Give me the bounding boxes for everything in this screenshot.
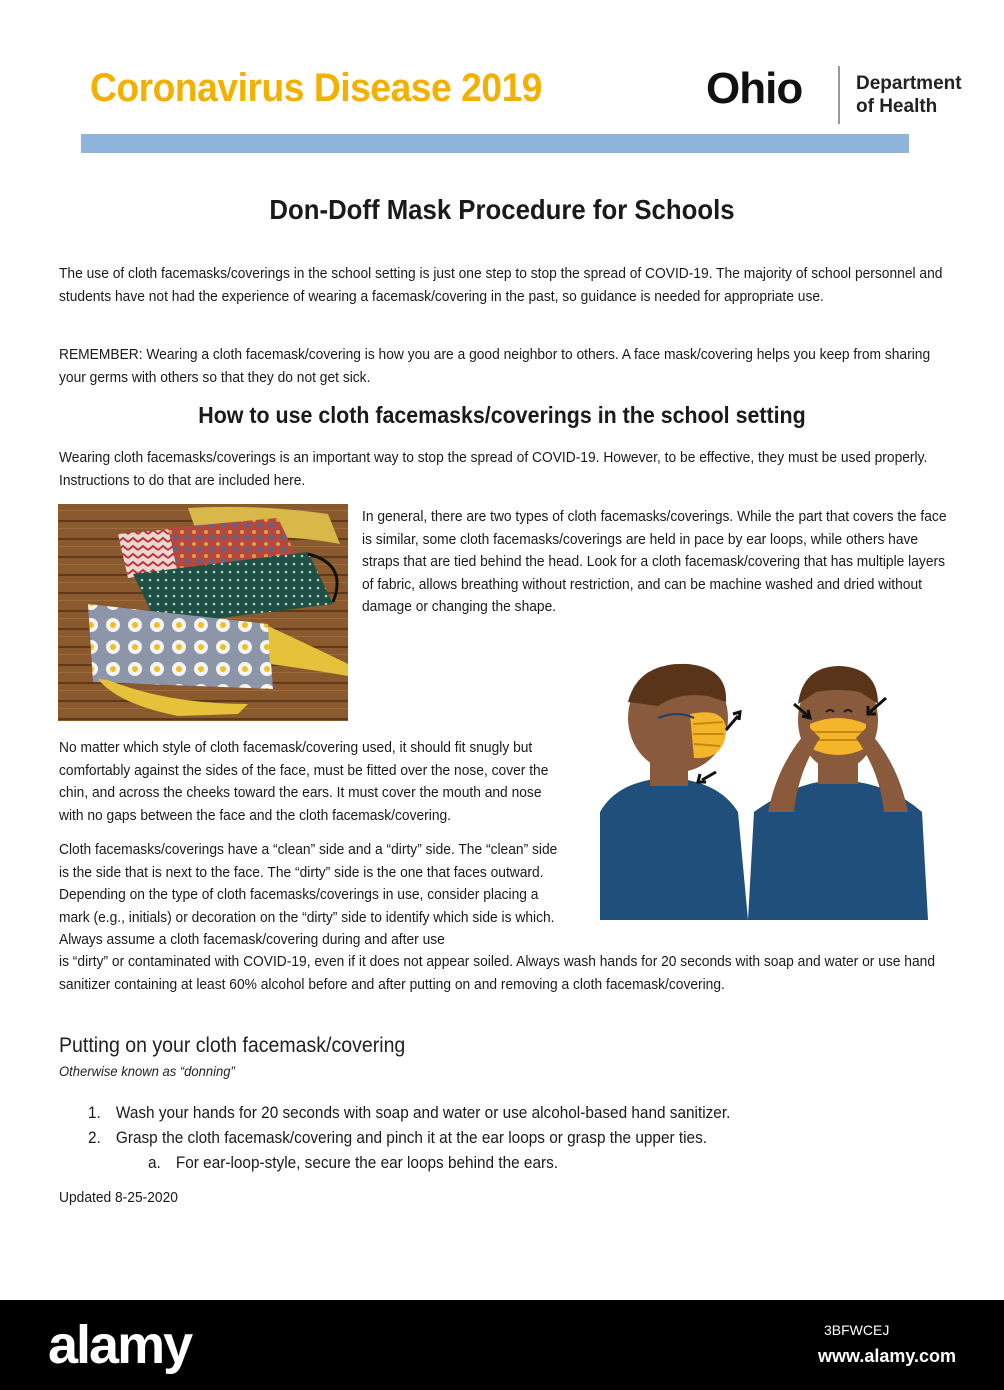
- step-2-text: Grasp the cloth facemask/covering and pinch it at the ear loops or grasp the upper ties.: [115, 1129, 708, 1147]
- mask-types-paragraph: In general, there are two types of cloth facemasks/coverings. While the part that covers the face is similar, some cloth facemasks/coverings are held in pace by ear loops, while others have straps that are tied behind the head. Look for a cloth facemask/covering that has multiple layers of fabric, allows breathing without restriction, and can be machine washed and dried without damage or changing the shape.: [362, 508, 947, 615]
- donning-title: Putting on your cloth facemask/covering: [59, 1034, 406, 1057]
- section-title: How to use cloth facemasks/coverings in the school setting: [198, 402, 806, 428]
- dept-line-2: of Health: [856, 96, 938, 117]
- section-intro-paragraph: Wearing cloth facemasks/coverings is an important way to stop the spread of COVID-19. However, to be effective, they must be used properly. Instructions to do that are included here.: [59, 449, 928, 489]
- step-2-number: 2.: [88, 1129, 101, 1147]
- document-title: Don-Doff Mask Procedure for Schools: [269, 194, 735, 225]
- step-2a: [148, 1151, 559, 1175]
- header-color-bar: [81, 134, 909, 153]
- watermark-image-id: 3BFWCEJ: [824, 1322, 890, 1338]
- dept-line-1: Department: [856, 73, 962, 94]
- step-1-text: Wash your hands for 20 seconds with soap and water or use alcohol-based hand sanitizer.: [115, 1104, 731, 1122]
- header-title: Coronavirus Disease 2019: [90, 66, 543, 110]
- cloth-masks-photo: [58, 504, 348, 721]
- clean-dirty-paragraph: Cloth facemasks/coverings have a “clean” side and a “dirty” side. The “clean” side is the side that is next to the face. The “dirty” side is the one that faces outward. Depending on the type of cloth facemasks/coverings in use, consider placing a mark (e.g., initials) or decoration on the “dirty” side to identify which side is which. Always assume a cloth facemask/covering during and after use: [59, 841, 558, 948]
- clean-dirty-paragraph-continued: is “dirty” or contaminated with COVID-19, even if it does not appear soiled. Always wash hands for 20 seconds with soap and water or use hand sanitizer containing at least 60% alcohol before and after putting on and removing a cloth facemask/covering.: [59, 953, 935, 993]
- watermark-brand: alamy: [48, 1315, 192, 1375]
- watermark-url: www.alamy.com: [818, 1346, 957, 1366]
- step-2a-letter: a.: [148, 1154, 161, 1172]
- fit-paragraph: No matter which style of cloth facemask/covering used, it should fit snugly but comfortably against the sides of the face, must be fitted over the nose, cover the chin, and across the cheeks toward the ears. It must cover the mouth and nose with no gaps between the face and the cloth facemask/covering.: [59, 739, 549, 824]
- ohio-logo-wordmark: Ohio: [706, 64, 803, 113]
- step-2a-text: For ear-loop-style, secure the ear loops behind the ears.: [175, 1154, 559, 1172]
- donning-note: Otherwise known as “donning”: [59, 1063, 235, 1079]
- remember-paragraph: REMEMBER: Wearing a cloth facemask/covering is how you are a good neighbor to others. A face mask/covering helps you keep from sharing your germs with others so that they do not get sick.: [59, 346, 931, 386]
- logo-divider: [838, 66, 840, 124]
- step-2: [88, 1126, 708, 1150]
- mask-wearing-illustration: [598, 662, 930, 920]
- step-1: [88, 1101, 731, 1125]
- intro-paragraph: The use of cloth facemasks/coverings in the school setting is just one step to stop the spread of COVID-19. The majority of school personnel and students have not had the experience of wearing a facemask/covering in the past, so guidance is needed for appropriate use.: [59, 265, 943, 305]
- step-1-number: 1.: [88, 1104, 101, 1122]
- department-of-health-label: [856, 72, 962, 118]
- updated-date: Updated 8-25-2020: [59, 1189, 178, 1206]
